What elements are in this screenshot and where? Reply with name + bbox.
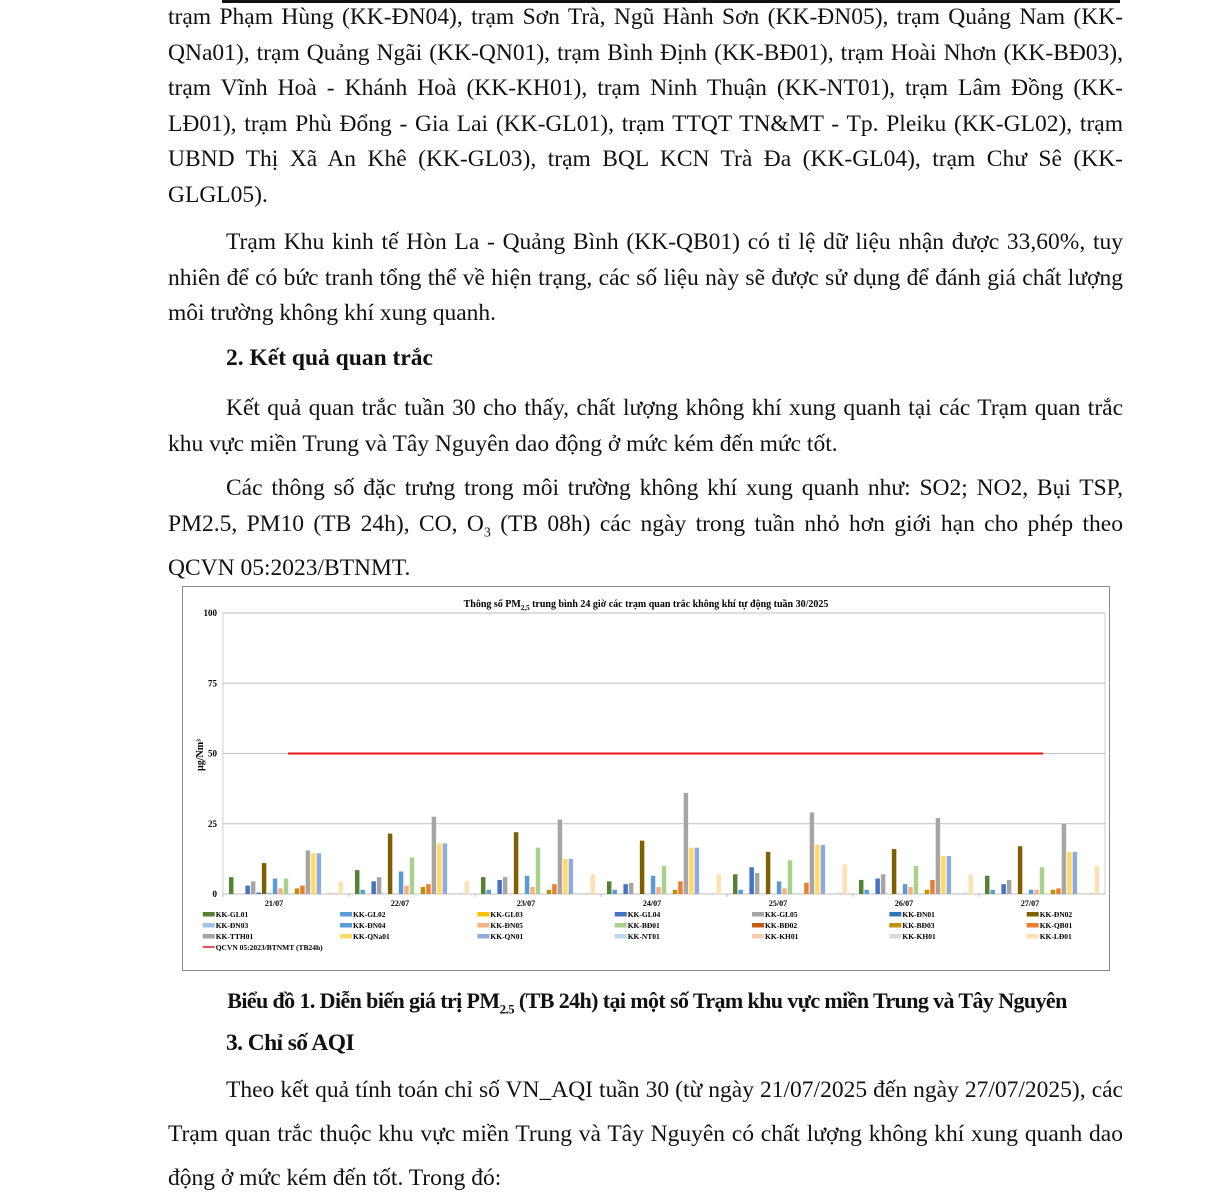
legend-swatch [889,912,901,917]
heading-monitoring-results: 2. Kết quả quan trắc [226,345,433,371]
bar-kk-qna01-27-07 [1067,852,1071,894]
x-tick-label: 27/07 [1020,899,1040,908]
bar-kk-kh01-25-07 [837,893,841,894]
legend-label: KK-LĐ01 [1039,932,1072,941]
bar-kk-kh01-22-07 [459,893,463,894]
paragraph-parameters-sub: 3 [483,525,491,541]
paragraph-parameters [168,471,1123,586]
bar-kk-qna01-25-07 [815,845,819,894]
bar-kk-đn04-26-07 [903,884,907,894]
x-tick-label: 22/07 [390,899,410,908]
legend-label: KK-GL03 [490,910,523,919]
bar-kk-gl02-22-07 [360,890,364,894]
legend-item [340,932,390,941]
bar-kk-qb01-27-07 [1056,888,1060,894]
paragraph-aqi [168,1068,1123,1200]
bar-kk-qn01-22-07 [443,843,447,894]
bar-kk-đn05-23-07 [530,887,534,894]
bar-kk-lđ01-26-07 [969,874,973,894]
bar-kk-đn02-27-07 [1018,846,1022,894]
bar-kk-đn05-21-07 [278,888,282,894]
legend-item [477,921,523,930]
bar-kk-bđ01-27-07 [1040,867,1044,894]
bar-kk-đn04-22-07 [399,872,403,894]
bar-kk-gl04-25-07 [749,867,753,894]
legend-swatch [615,912,627,917]
bar-kk-lđ01-25-07 [843,864,847,894]
legend-swatch [477,934,489,939]
bar-kk-gl02-27-07 [990,890,994,894]
bar-kk-đn02-24-07 [640,841,644,894]
bar-kk-kh01-21-07 [328,893,332,894]
legend-label: KK-GL01 [215,910,249,919]
bar-kk-đn04-27-07 [1029,890,1033,894]
bar-kk-bđ01-22-07 [410,857,414,894]
y-tick-label: 0 [212,889,217,899]
legend-item [477,932,523,941]
legend-label: KK-GL02 [353,910,386,919]
paragraph-qb01-note [168,225,1123,332]
bar-kk-gl01-26-07 [859,880,863,894]
legend-swatch [203,923,215,928]
bar-kk-đn01-21-07 [256,893,260,894]
caption-sub: 2.5 [499,1001,515,1017]
bar-kk-qn01-25-07 [821,845,825,894]
legend-swatch [889,923,901,928]
chart-caption [182,988,1112,1017]
bar-kk-bđ03-22-07 [421,887,425,894]
bar-kk-đn04-24-07 [651,876,655,894]
bar-kk-qna01-23-07 [563,859,567,894]
legend-label: KK-QNa01 [353,932,390,941]
bar-kk-tth01-21-07 [306,850,310,894]
legend-label: KK-KH01 [765,932,799,941]
legend-swatch [340,923,352,928]
bar-kk-qna01-26-07 [941,856,945,894]
bar-kk-qna01-24-07 [689,848,693,894]
bar-kk-đn04-25-07 [777,881,781,894]
legend-label: KK-QB01 [1039,921,1073,930]
legend-label: KK-QN01 [490,932,524,941]
bar-kk-kh01-26-07 [963,893,967,894]
legend-label: KK-NT01 [627,932,660,941]
bar-kk-lđ01-24-07 [717,874,721,894]
bar-kk-qb01-25-07 [804,883,808,894]
bar-kk-bđ01-26-07 [914,866,918,894]
legend-item [752,932,799,941]
paragraph-aqi-text: Theo kết quả tính toán chỉ số VN_AQI tuần 30 (từ ngày 21/07/2025 đến ngày 27/07/2025), các Trạm quan trắc thuộc khu vực miền Trung và Tây Nguyên có chất lượng không khí xung quanh dao động ở mức kém đến tốt. Trong đó: [168,1077,1123,1191]
legend-label: KK-BĐ03 [902,921,935,930]
legend-label: KK-GL04 [627,910,661,919]
bar-kk-gl05-25-07 [755,873,759,894]
bar-kk-gl04-21-07 [245,886,249,894]
bar-kk-đn02-23-07 [514,832,518,894]
chart-title: Thông số $PM_{2,5}$ trung bình 24 giờ các trạm quan trắc không khí tự động tuần 30/2025 [463,599,829,612]
bar-kk-bđ03-23-07 [547,890,551,894]
bar-kk-đn03-21-07 [267,893,271,894]
legend-item [477,910,523,919]
bar-kk-gl05-22-07 [377,877,381,894]
bar-kk-qn01-24-07 [695,848,699,894]
y-tick-label: 25 [208,818,217,829]
legend-item [752,921,797,930]
bar-kk-qb01-23-07 [552,884,556,894]
x-tick-label: 23/07 [516,899,536,908]
legend-swatch [889,934,901,939]
legend-item [1027,932,1072,941]
bar-kk-bđ03-26-07 [925,890,929,894]
bar-kk-gl02-26-07 [864,890,868,894]
paragraph-parameters-text-a: Các thông số đặc trưng trong môi trường không khí xung quanh như: SO2; NO2, Bụi TSP, PM2.5, PM10 (TB 24h), CO, O [168,475,1123,537]
legend-item [203,910,249,919]
bar-kk-gl04-24-07 [623,884,627,894]
legend-swatch [752,923,764,928]
legend-item [203,932,254,941]
legend-label: KK-BĐ01 [627,921,660,930]
x-tick-label: 24/07 [642,899,662,908]
y-tick-label: 50 [208,748,217,759]
legend-swatch [203,912,215,917]
legend-item [1027,910,1073,919]
legend-item [889,910,935,919]
legend-label: KK-GL05 [765,910,798,919]
bar-kk-gl04-26-07 [875,879,879,894]
caption-text-b: (TB 24h) tại một số Trạm khu vực miền Trung và Tây Nguyên [514,988,1067,1013]
bar-kk-đn05-22-07 [404,886,408,894]
legend-label: KK-ĐN05 [490,921,523,930]
legend-item [615,910,661,919]
paragraph-stations-list: trạm Phạm Hùng (KK-ĐN04), trạm Sơn Trà, Ngũ Hành Sơn (KK-ĐN05), trạm Quảng Nam (KK-QNa01), trạm Quảng Ngãi (KK-QN01), trạm Bình Định (KK-BĐ01), trạm Hoài Nhơn (KK-BĐ03), trạm Vĩnh Hoà - Khánh Hoà (KK-KH01), trạm Ninh Thuận (KK-NT01), trạm Lâm Đồng (KK-LĐ01), trạm Phù Đổng - Gia Lai (KK-GL01), trạm TTQT TN&MT - Tp. Pleiku (KK-GL02), trạm UBND Thị Xã An Khê (KK-GL03), trạm BQL KCN Trà Đa (KK-GL04), trạm Chư Sê (KK-GLGL05). [168,4,1123,208]
legend-swatch [477,923,489,928]
legend-label: KK-ĐN04 [353,921,386,930]
bar-kk-tth01-27-07 [1062,824,1066,894]
bar-kk-gl02-24-07 [612,890,616,894]
bar-kk-gl02-23-07 [486,890,490,894]
bar-kk-qn01-26-07 [947,856,951,894]
bar-kk-đn02-25-07 [766,852,770,894]
bar-kk-kh01-21-07 [333,893,337,894]
legend-item [203,943,323,952]
bar-kk-bđ01-25-07 [788,860,792,894]
paragraph-parameters-text-b: (TB 08h) các ngày trong tuần nhỏ hơn giới hạn cho phép theo QCVN 05:2023/BTNMT. [168,510,1123,581]
bar-kk-tth01-25-07 [810,813,814,894]
legend-item [340,910,386,919]
legend-label: QCVN 05:2023/BTNMT (TB24h) [215,943,323,952]
legend-item [889,921,934,930]
bar-kk-lđ01-23-07 [591,874,595,894]
bar-kk-gl01-24-07 [607,881,611,894]
bar-kk-qn01-23-07 [569,859,573,894]
legend-item [615,932,660,941]
legend-swatch [752,934,764,939]
heading-aqi: 3. Chỉ số AQI [226,1030,355,1056]
x-tick-label: 26/07 [894,899,914,908]
bar-kk-qb01-26-07 [930,880,934,894]
bar-kk-lđ01-27-07 [1095,866,1099,894]
bar-kk-qna01-21-07 [311,853,315,894]
legend-swatch [752,912,764,917]
bar-kk-kh01-24-07 [711,893,715,894]
bar-kk-gl04-22-07 [371,881,375,894]
x-tick-label: 21/07 [264,899,284,908]
bar-kk-bđ03-27-07 [1051,890,1055,894]
bar-kk-qn01-27-07 [1073,852,1077,894]
pm25-chart-svg [183,587,1109,970]
legend-label: KK-ĐN01 [902,910,935,919]
bar-kk-tth01-26-07 [936,818,940,894]
bar-kk-qb01-22-07 [426,884,430,894]
legend-swatch [1027,934,1039,939]
bar-kk-kh01-23-07 [585,893,589,894]
bar-kk-bđ01-24-07 [662,866,666,894]
bar-kk-đn02-26-07 [892,849,896,894]
legend-swatch [1027,923,1039,928]
legend-label: KK-TTH01 [215,932,254,941]
bar-kk-gl04-23-07 [497,880,501,894]
y-axis-label: µg/Nm³ [195,738,206,772]
pm25-chart [182,586,1110,971]
bar-kk-gl01-25-07 [733,874,737,894]
bar-kk-đn04-23-07 [525,876,529,894]
legend-swatch [340,934,352,939]
bar-kk-qb01-21-07 [300,886,304,894]
bar-kk-đn02-22-07 [388,834,392,894]
bar-kk-qna01-22-07 [437,843,441,894]
bar-kk-đn05-24-07 [656,887,660,894]
legend-item [203,921,249,930]
bar-kk-đn05-27-07 [1034,890,1038,894]
bar-kk-đn04-21-07 [273,879,277,894]
legend-item [340,921,386,930]
bar-kk-kh01-27-07 [1089,893,1093,894]
bar-kk-lđ01-21-07 [339,881,343,894]
bar-kk-đn02-21-07 [262,863,266,894]
legend-item [615,921,660,930]
legend-item [752,910,798,919]
bar-kk-gl05-23-07 [503,877,507,894]
paragraph-week-results-text: Kết quả quan trắc tuần 30 cho thấy, chất lượng không khí xung quanh tại các Trạm quan trắc khu vực miền Trung và Tây Nguyên dao động ở mức kém đến mức tốt. [168,395,1123,457]
bar-kk-gl05-24-07 [629,883,633,894]
bar-kk-bđ01-23-07 [536,848,540,894]
bar-kk-gl02-25-07 [738,890,742,894]
paragraph-week-results [168,391,1123,462]
bar-kk-gl04-27-07 [1001,884,1005,894]
legend-swatch [1027,912,1039,917]
legend-label: KK-KH01 [902,932,936,941]
bar-kk-gl05-21-07 [251,881,255,894]
legend-label: KK-BĐ02 [765,921,798,930]
legend-label: KK-ĐN03 [215,921,249,930]
bar-kk-gl01-23-07 [481,877,485,894]
paragraph-qb01-text: Trạm Khu kinh tế Hòn La - Quảng Bình (KK-QB01) có tỉ lệ dữ liệu nhận được 33,60%, tuy nhiên để có bức tranh tổng thể về hiện trạng, các số liệu này sẽ được sử dụng để đánh giá chất lượng môi trường không khí xung quanh. [168,229,1123,326]
legend-item [889,932,936,941]
bar-kk-gl01-27-07 [985,876,989,894]
bar-kk-qb01-24-07 [678,881,682,894]
bar-kk-gl05-26-07 [881,874,885,894]
bar-kk-bđ01-21-07 [284,879,288,894]
bar-kk-đn05-26-07 [908,887,912,894]
bar-kk-tth01-24-07 [684,793,688,894]
bar-kk-bđ03-21-07 [295,888,299,894]
legend-swatch [615,934,627,939]
bar-kk-lđ01-22-07 [465,881,469,894]
bar-kk-tth01-22-07 [432,817,436,894]
legend-item [1027,921,1073,930]
caption-text-a: Biểu đồ 1. Diễn biến giá trị PM [227,988,500,1013]
bar-kk-gl05-27-07 [1007,880,1011,894]
legend-swatch [203,934,215,939]
bar-kk-tth01-23-07 [558,820,562,894]
y-tick-label: 100 [203,608,217,618]
bar-kk-đn05-25-07 [782,888,786,894]
bar-kk-bđ03-24-07 [673,890,677,894]
y-tick-label: 75 [208,678,217,689]
bar-kk-gl01-22-07 [355,870,359,894]
x-tick-label: 25/07 [768,899,788,908]
legend-swatch [340,912,352,917]
legend-swatch [477,912,489,917]
bar-kk-qn01-21-07 [317,853,321,894]
bar-kk-gl01-21-07 [229,877,233,894]
legend-swatch [615,923,627,928]
legend-label: KK-ĐN02 [1039,910,1073,919]
